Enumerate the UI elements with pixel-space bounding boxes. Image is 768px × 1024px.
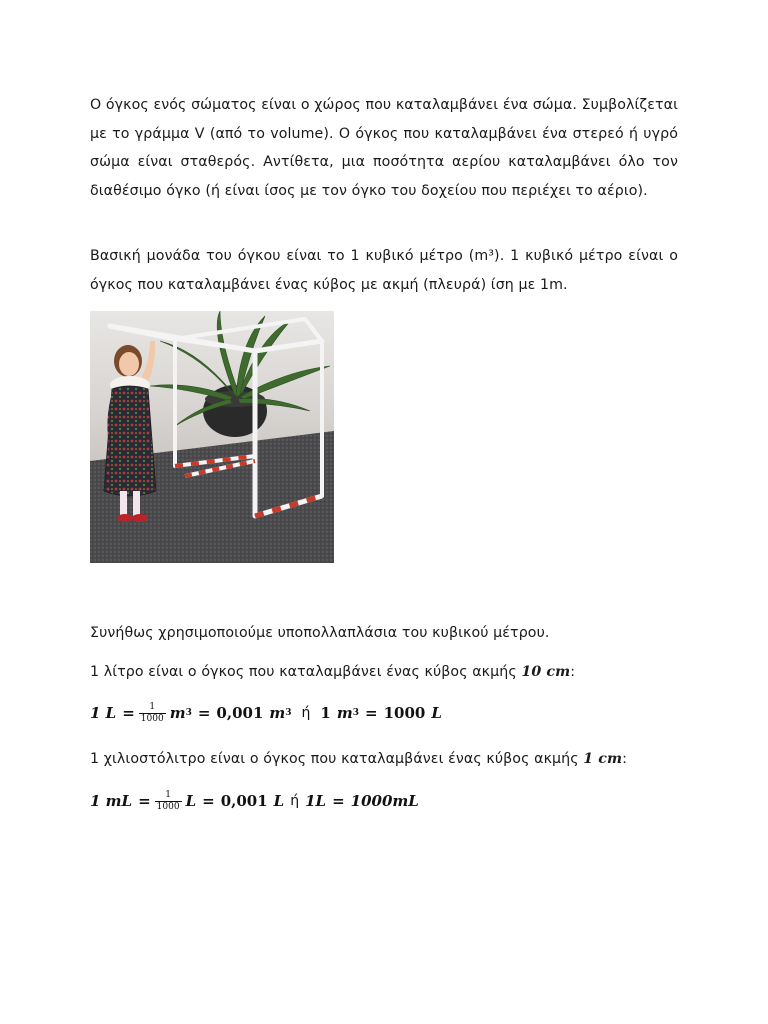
eq2-fraction (155, 790, 182, 813)
eq1-value: 0,001 (216, 704, 264, 722)
eq1-exp1: 3 (185, 708, 192, 718)
paragraph-cubic-meter: Βασική μονάδα του όγκου είναι το 1 κυβικό μέτρο (m³). 1 κυβικό μέτρο είναι ο όγκος που καταλαμβάνει ένας κύβος με ακμή (πλευρά) ίση με 1m. (90, 248, 678, 293)
child-cube-illustration (90, 311, 334, 563)
eq2-unit2: L (273, 792, 285, 810)
eq2-frac-num: 1 (165, 789, 171, 800)
paragraph-milliliter (90, 745, 678, 774)
eq1-frac-den: 1000 (140, 713, 164, 724)
eq2-lhs: 1 mL (90, 792, 133, 810)
eq2-equals-2: = (202, 792, 215, 810)
milliliter-text: 1 χιλιοστόλιτρο είναι ο όγκος που καταλαμβάνει ένας κύβος ακμής (90, 751, 584, 767)
eq2-rhs-a: 1L (305, 792, 327, 810)
eq1-or: ή (301, 705, 311, 721)
eq1-rhs-unit: m (336, 704, 353, 722)
eq2-equals-1: = (138, 792, 151, 810)
eq1-rhs-b: 1000 (383, 704, 426, 722)
liter-edge: 10 cm (521, 664, 571, 680)
paragraph-volume-definition: Ο όγκος ενός σώματος είναι ο χώρος που καταλαμβάνει ένα σώμα. Συμβολίζεται με το γράμμα V (από το volume). Ο όγκος που καταλαμβάνει ένα στερεό ή υγρό σώμα είναι σταθερός. Αντίθετα, μια ποσότητα αερίου καταλαμβάνει όλο τον διαθέσιμο όγκο (ή είναι ίσος με τον όγκο του δοχείου που περιέχει το αέριο). (90, 97, 678, 199)
milliliter-suffix: : (622, 751, 628, 767)
eq1-frac-num: 1 (149, 701, 156, 712)
eq2-equals-3: = (332, 792, 345, 810)
liter-text: 1 λίτρο είναι ο όγκος που καταλαμβάνει ένας κύβος ακμής (90, 664, 522, 680)
eq2-frac-den: 1000 (156, 801, 180, 812)
liter-suffix: : (570, 664, 576, 680)
eq1-equals-1: = (122, 704, 135, 722)
eq2-or: ή (290, 793, 300, 809)
paragraph-liter (90, 658, 678, 687)
eq1-lhs: 1 L (90, 704, 117, 722)
paragraph-submultiples: Συνήθως χρησιμοποιούμε υποπολλαπλάσια του κυβικού μέτρου. (90, 625, 550, 641)
eq1-rhs-unit2: L (431, 704, 442, 722)
eq1-exp2: 3 (285, 708, 292, 718)
eq1-rhs-a: 1 (320, 704, 331, 722)
eq1-equals-3: = (365, 704, 378, 722)
eq1-unit1: m (169, 704, 186, 722)
eq1-equals-2: = (197, 704, 211, 722)
eq2-unit1: L (185, 792, 197, 810)
eq2-rhs-b: 1000mL (350, 792, 419, 810)
eq1-fraction (139, 702, 166, 725)
cube-photo (90, 311, 334, 563)
milliliter-edge: 1 cm (583, 751, 623, 767)
eq2-value: 0,001 (220, 792, 268, 810)
eq1-rhs-exp: 3 (352, 708, 359, 718)
equation-liter (90, 696, 442, 730)
eq1-unit2: m (269, 704, 286, 722)
equation-milliliter (90, 784, 419, 818)
